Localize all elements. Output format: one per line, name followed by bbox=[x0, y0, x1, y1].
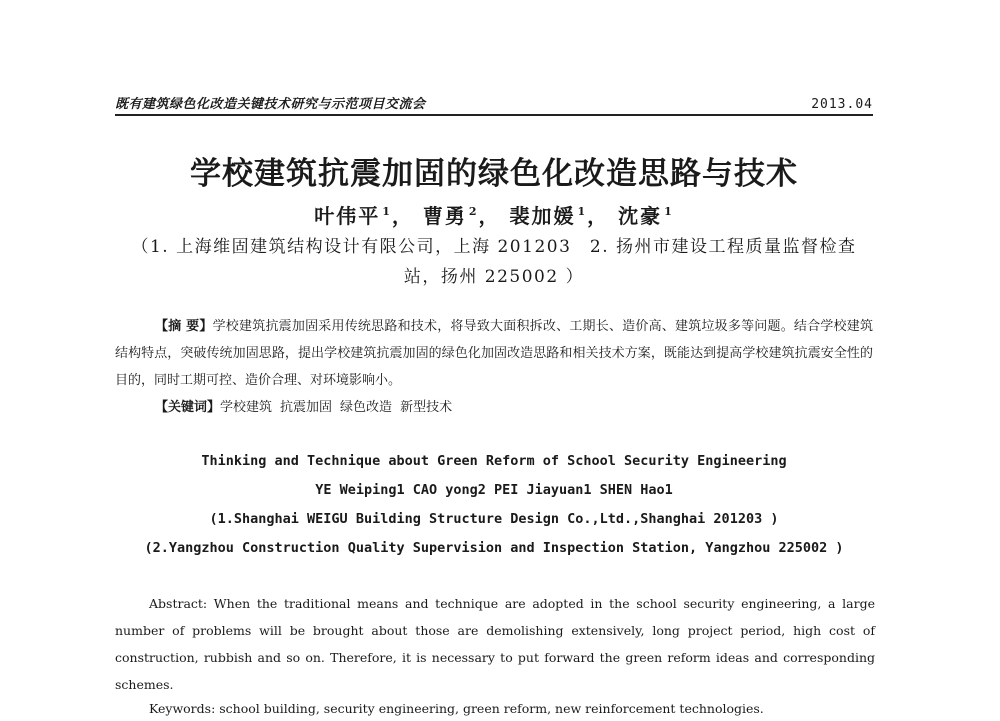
english-affiliation-2: (2.Yangzhou Construction Quality Supervision and Inspection Station, Yangzhou 225002 ) bbox=[144, 540, 844, 556]
author: 裴加媛 $^1$， bbox=[509, 204, 610, 228]
abstract-cn bbox=[115, 313, 873, 394]
paper-title: 学校建筑抗震加固的绿色化改造思路与技术 bbox=[190, 156, 798, 192]
keyword: 新型技术 bbox=[400, 400, 453, 415]
english-authors: YE Weiping1 CAO yong2 PEI Jiayuan1 SHEN Hao1 bbox=[315, 482, 673, 498]
keyword: 绿色改造 bbox=[340, 400, 393, 415]
journal-series-title: 既有建筑绿色化改造关键技术研究与示范项目交流会 bbox=[115, 97, 426, 112]
author: 叶伟平 $^1$， bbox=[314, 204, 414, 228]
english-affiliation-1: (1.Shanghai WEIGU Building Structure Design Co.,Ltd.,Shanghai 201203 ) bbox=[209, 511, 779, 527]
keywords-en: Keywords: school building, security engineering, green reform, new reinforcement technologies. bbox=[149, 701, 764, 716]
author-list-cn bbox=[115, 200, 873, 229]
author: 沈豪 $^1$ bbox=[618, 204, 674, 228]
running-header bbox=[115, 88, 873, 116]
affiliation-cn: （1. 上海维固建筑结构设计有限公司，上海 201203 2. 扬州市建设工程质量监督检查站，扬州 225002 ） bbox=[131, 237, 857, 287]
keyword: 抗震加固 bbox=[280, 400, 333, 415]
abstract-cn-text: 学校建筑抗震加固采用传统思路和技术，将导致大面积拆改、工期长、造价高、建筑垃圾多等问题。结合学校建筑结构特点，突破传统加固思路，提出学校建筑抗震加固的绿色化加固改造思路和相关技术方案，既能达到提高学校建筑抗震安全性的目的，同时工期可控、造价合理、对环境影响小。 bbox=[115, 319, 873, 388]
abstract-en: Abstract: When the traditional means and technique are adopted in the school security engineering, a large number of problems will be brought about those are demolishing extensively, long project period, high cost of construction, rubbish and so on. Therefore, it is necessary to put forward the green reform ideas and corresponding schemes. bbox=[115, 596, 875, 692]
issue-number: 2013.04 bbox=[811, 97, 873, 112]
author: 曹勇 $^2$， bbox=[422, 204, 501, 228]
keywords-cn-label: 【关键词】 bbox=[155, 400, 221, 415]
keywords-cn bbox=[155, 396, 873, 420]
abstract-cn-label: 【摘 要】 bbox=[155, 319, 213, 334]
english-title: Thinking and Technique about Green Reform of School Security Engineering bbox=[201, 453, 787, 469]
keyword: 学校建筑 bbox=[220, 400, 273, 415]
